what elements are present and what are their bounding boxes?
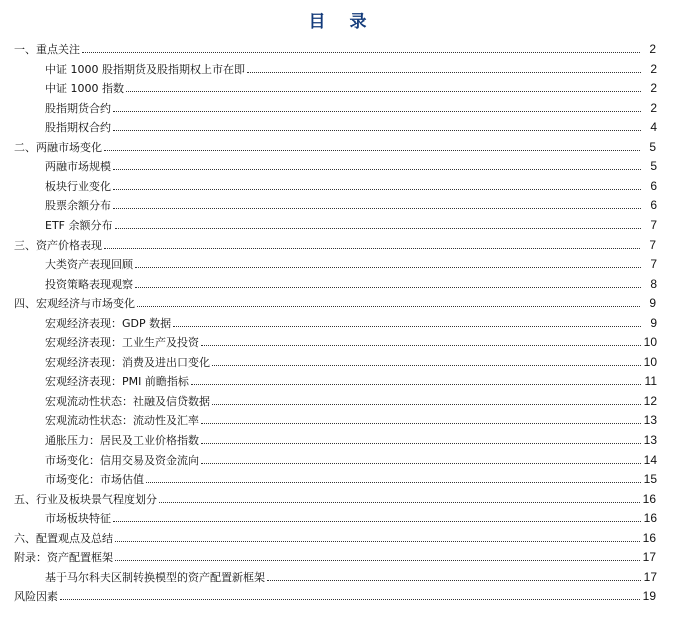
toc-entry-text: 五、行业及板块景气程度划分: [14, 492, 157, 506]
toc-dot-leader: [267, 580, 641, 581]
toc-dot-leader: [113, 111, 641, 112]
toc-dot-leader: [113, 521, 641, 522]
toc-subsection-entry[interactable]: [45, 351, 657, 369]
toc-subsection-entry[interactable]: [45, 566, 657, 584]
toc-dot-leader: [135, 267, 641, 268]
toc-subsection-entry[interactable]: [45, 409, 657, 427]
toc-subsection-entry[interactable]: [45, 507, 657, 525]
toc-page-number: 16: [643, 511, 657, 526]
toc-section-entry[interactable]: [14, 136, 656, 154]
toc-page-number: 5: [649, 139, 656, 154]
toc-entry-text: 市场板块特征: [45, 512, 111, 526]
toc-entry-text: 宏观经济表现：消费及进出口变化: [45, 355, 210, 369]
toc-entry-text: 附录：资产配置框架: [14, 551, 113, 565]
toc-page-number: 17: [642, 550, 656, 565]
toc-page-number: 5: [650, 159, 657, 174]
toc-page-number: 2: [650, 81, 657, 96]
toc-dot-leader: [191, 384, 641, 385]
toc-page-number: 9: [649, 296, 656, 311]
toc-dot-leader: [173, 326, 641, 327]
toc-entry-text: 一、重点关注: [14, 43, 80, 56]
toc-page-number: 2: [650, 100, 657, 115]
toc-entry-text: 股指期货合约: [45, 101, 111, 115]
toc-section-entry[interactable]: [14, 527, 656, 545]
toc-dot-leader: [135, 287, 641, 288]
toc-page-number: 7: [650, 257, 657, 272]
toc-dot-leader: [146, 482, 641, 483]
toc-subsection-entry[interactable]: [45, 194, 657, 212]
toc-dot-leader: [201, 463, 641, 464]
toc-entry-text: 通胀压力：居民及工业价格指数: [45, 434, 199, 447]
toc-entry-text: 三、资产价格表现: [14, 238, 102, 252]
toc-subsection-entry[interactable]: [45, 312, 657, 330]
toc-section-entry[interactable]: [14, 585, 656, 603]
toc-page-number: 12: [643, 393, 657, 408]
toc-page-number: 15: [643, 472, 657, 487]
toc-entry-text: 宏观经济表现：PMI 前瞻指标: [45, 375, 189, 389]
toc-dot-leader: [82, 52, 640, 53]
toc-entry-text: 基于马尔科夫区制转换模型的资产配置新框架: [45, 570, 265, 584]
toc-page-number: 17: [643, 569, 657, 584]
toc-entry-text: 六、配置观点及总结: [14, 531, 113, 545]
toc-dot-leader: [201, 423, 641, 424]
toc-subsection-entry[interactable]: [45, 175, 657, 193]
toc-page-number: 13: [643, 433, 657, 447]
toc-entry-text: 市场变化：信用交易及资金流向: [45, 453, 199, 467]
toc-entry-text: 二、两融市场变化: [14, 140, 102, 154]
toc-subsection-entry[interactable]: [45, 214, 657, 232]
toc-subsection-entry[interactable]: [45, 449, 657, 467]
toc-dot-leader: [201, 443, 641, 444]
toc-entry-text: 宏观经济表现：工业生产及投资: [45, 336, 199, 350]
toc-entry-text: 四、宏观经济与市场变化: [14, 297, 135, 311]
toc-page-number: 10: [643, 354, 657, 369]
toc-entry-text: 股票余额分布: [45, 199, 111, 213]
toc-section-entry[interactable]: [14, 234, 656, 252]
toc-entry-text: 股指期权合约: [45, 121, 111, 135]
toc-entry-text: 板块行业变化: [45, 179, 111, 193]
toc-page-number: 13: [643, 413, 657, 428]
toc-entry-text: 宏观经济表现：GDP 数据: [45, 316, 172, 330]
toc-page-number: 8: [650, 276, 657, 291]
toc-dot-leader: [201, 345, 641, 346]
toc-page-number: 7: [649, 237, 656, 252]
toc-page-number: 16: [642, 530, 656, 545]
toc-dot-leader: [113, 130, 641, 131]
toc-page-number: 2: [649, 42, 656, 56]
toc-dot-leader: [60, 599, 640, 600]
toc-section-entry[interactable]: [14, 292, 656, 310]
toc-dot-leader: [247, 72, 641, 73]
toc-page-number: 11: [644, 374, 657, 389]
toc-dot-leader: [126, 91, 641, 92]
toc-subsection-entry[interactable]: [45, 429, 657, 447]
toc-entry-text: 风险因素: [14, 590, 58, 604]
toc-entry-text: 中证 1000 股指期货及股指期权上市在即: [45, 62, 245, 76]
toc-entry-text: 宏观流动性状态：流动性及汇率: [45, 414, 199, 428]
toc-page-number: 7: [650, 217, 657, 232]
toc-page-number: 4: [650, 120, 657, 135]
toc-dot-leader: [115, 228, 642, 229]
toc-subsection-entry[interactable]: [45, 253, 657, 271]
toc-entry-text: ETF 余额分布: [45, 218, 113, 232]
toc-subsection-entry[interactable]: [45, 77, 657, 95]
toc-subsection-entry[interactable]: [45, 331, 657, 349]
toc-entry-text: 宏观流动性状态：社融及信贷数据: [45, 394, 210, 408]
toc-dot-leader: [113, 189, 641, 190]
toc-dot-leader: [115, 541, 640, 542]
toc-dot-leader: [115, 560, 640, 561]
toc-page-number: 14: [643, 452, 657, 467]
toc-title: 目 录: [308, 12, 376, 32]
toc-section-entry[interactable]: [14, 488, 656, 506]
toc-subsection-entry[interactable]: [45, 116, 657, 134]
toc-dot-leader: [104, 150, 640, 151]
toc-dot-leader: [159, 502, 640, 503]
toc-subsection-entry[interactable]: [45, 58, 657, 76]
toc-subsection-entry[interactable]: [45, 390, 657, 408]
toc-dot-leader: [113, 169, 641, 170]
toc-subsection-entry[interactable]: [45, 468, 657, 486]
toc-subsection-entry[interactable]: [45, 155, 657, 173]
toc-dot-leader: [212, 365, 641, 366]
toc-subsection-entry[interactable]: [45, 370, 657, 388]
toc-page-number: 2: [650, 61, 657, 76]
toc-page-number: 6: [650, 178, 657, 193]
toc-entry-text: 大类资产表现回顾: [45, 258, 133, 272]
toc-page-number: 16: [642, 491, 656, 506]
toc-dot-leader: [113, 208, 641, 209]
toc-dot-leader: [137, 306, 640, 307]
toc-dot-leader: [104, 248, 640, 249]
toc-subsection-entry[interactable]: [45, 97, 657, 115]
toc-subsection-entry[interactable]: [45, 273, 657, 291]
toc-page-number: 9: [650, 315, 657, 330]
toc-dot-leader: [212, 404, 641, 405]
toc-entry-text: 两融市场规模: [45, 160, 111, 174]
toc-page-number: 10: [643, 335, 657, 350]
toc-section-entry[interactable]: [14, 38, 656, 56]
toc-entry-text: 投资策略表现观察: [45, 277, 133, 291]
toc-entry-text: 市场变化：市场估值: [45, 473, 144, 487]
toc-entry-text: 中证 1000 指数: [45, 82, 124, 96]
toc-page-number: 6: [650, 198, 657, 213]
toc-section-entry[interactable]: [14, 546, 656, 564]
toc-page-number: 19: [642, 589, 656, 604]
